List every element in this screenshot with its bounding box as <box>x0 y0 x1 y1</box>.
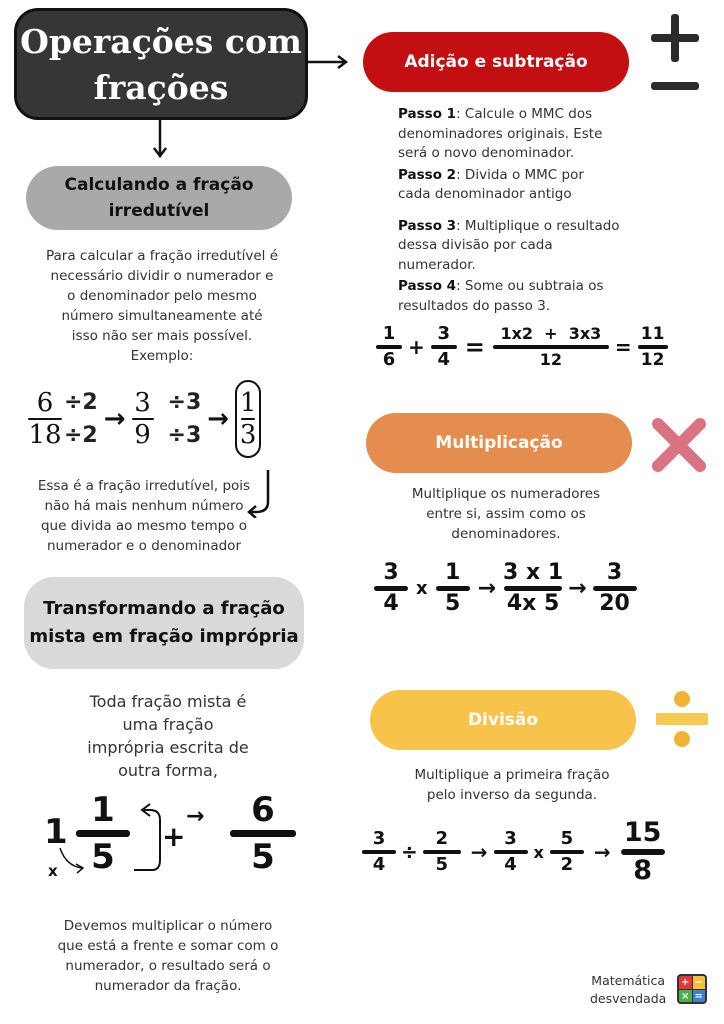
mixed-heading: Transformando a fração mista em fração imprópria <box>24 577 304 669</box>
plus-minus-icon <box>648 14 702 96</box>
brand-name: Matemática desvendada <box>590 973 667 1006</box>
division-example: $\frac{3}{4}$ ÷ $\frac{2}{5}$ → $\frac{3}{4}$ x $\frac{5}{2}$ → 15 8 <box>362 814 665 890</box>
division-heading: Divisão <box>370 690 636 750</box>
mixed-conclusion: Devemos multiplicar o número que está a frente e somar com o numerador, o resultado será o numerador da fração. <box>57 918 279 994</box>
mixed-intro: Toda fração mista é uma fração imprópria escrita de outra forma, <box>87 692 249 780</box>
divide-icon <box>654 690 710 748</box>
down-arrow-icon <box>150 118 170 162</box>
multiplication-heading: Multiplicação <box>366 413 632 473</box>
arrow-icon: → <box>103 404 126 434</box>
brand-logo: + − × = <box>677 974 707 1004</box>
irreducible-intro: Para calcular a fração irredutível é necessário dividir o numerador e o denominador pelo mesmo número simultaneamente até isso não ser mais possível. Exemplo: <box>45 248 279 364</box>
mixed-arrows-icon <box>40 790 170 890</box>
page-title: Operações com frações <box>14 8 308 120</box>
arrow-icon: → <box>207 404 230 434</box>
addition-heading: Adição e subtração <box>363 32 629 92</box>
multiplication-text: Multiplique os numeradores entre si, assim como os denominadores. <box>411 486 601 542</box>
addition-steps: Passo 1: Calcule o MMC dos denominadores originais. Este será o novo denominador. Passo 2: Divida o MMC por cada denominador antigo Passo 3: Multiplique o resultado dessa divisão por cada numerador. Passo 4: Some ou subtraia os resultados do passo 3. <box>398 106 620 314</box>
times-icon <box>652 418 706 472</box>
irreducible-example: $\frac{6}{18}$ ÷2 ÷2 → $\frac{3}{9}$ ÷3 ÷3 → $\frac{1}{3}$ <box>28 384 261 454</box>
addition-example: $\frac{1}{6}$ + $\frac{3}{4}$ = $\frac{1x2 + 3x3}{12}$ = $\frac{11}{12}$ <box>376 322 668 372</box>
irreducible-heading: Calculando a fração irredutível <box>26 166 292 230</box>
mixed-example: 1 x 1 5 + → 6 5 <box>40 790 300 890</box>
irreducible-conclusion: Essa é a fração irredutível, pois não há mais nenhum número que divida ao mesmo tempo o numerador e o denominador <box>37 478 251 554</box>
right-arrow-icon <box>308 52 352 72</box>
multiplication-example: 3 4 x 1 5 → 3 x 1 4x 5 → 3 20 <box>374 556 637 620</box>
division-text: Multiplique a primeira fração pelo inverso da segunda. <box>414 767 610 803</box>
